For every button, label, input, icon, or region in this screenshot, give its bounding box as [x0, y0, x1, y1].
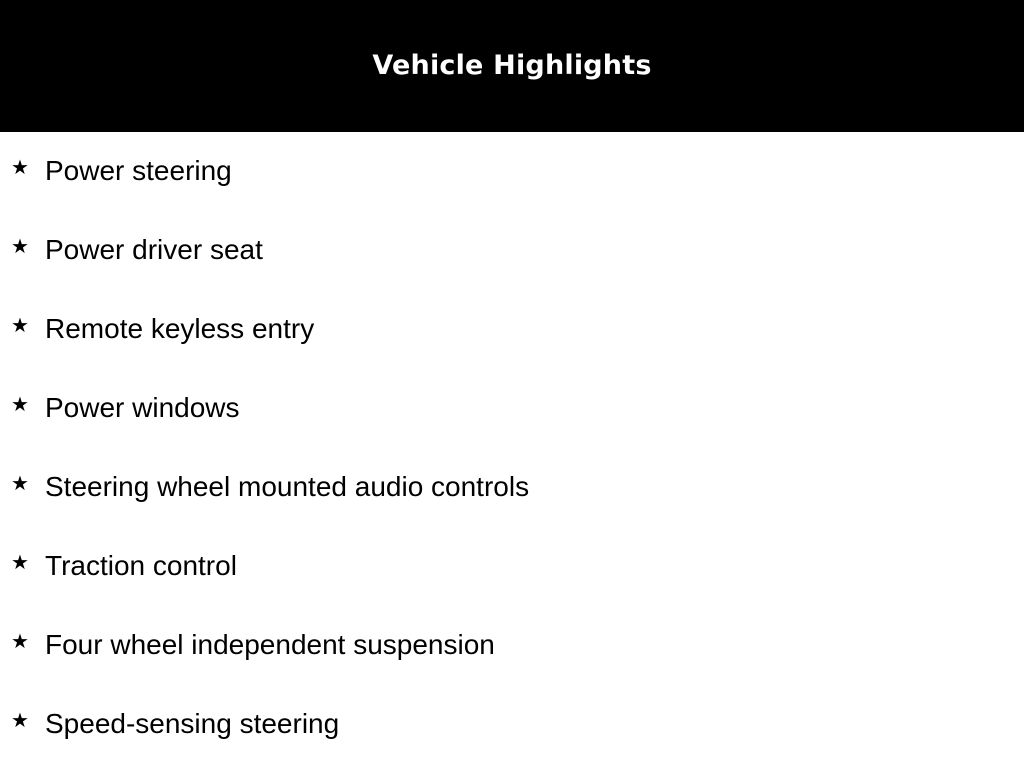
feature-label: Speed-sensing steering [45, 708, 340, 739]
star-icon: ★ [11, 471, 29, 495]
feature-label: Power steering [45, 155, 232, 186]
feature-label: Steering wheel mounted audio controls [45, 471, 530, 502]
page-title: Vehicle Highlights [372, 49, 652, 81]
feature-label: Four wheel independent suspension [45, 629, 495, 660]
header-bar [0, 0, 1024, 132]
star-icon: ★ [11, 155, 29, 179]
feature-label: Power windows [45, 392, 240, 423]
list-item [0, 369, 1024, 448]
list-item [0, 211, 1024, 290]
feature-label: Traction control [45, 550, 237, 581]
feature-label: Remote keyless entry [45, 313, 315, 344]
star-icon: ★ [11, 629, 29, 653]
list-item [0, 527, 1024, 606]
list-item [0, 290, 1024, 369]
star-icon: ★ [11, 392, 29, 416]
feature-list [0, 132, 1024, 764]
list-item [0, 132, 1024, 211]
star-icon: ★ [11, 550, 29, 574]
list-item [0, 448, 1024, 527]
list-item [0, 685, 1024, 764]
star-icon: ★ [11, 234, 29, 258]
star-icon: ★ [11, 313, 29, 337]
star-icon: ★ [11, 708, 29, 732]
feature-label: Power driver seat [45, 234, 263, 265]
list-item [0, 606, 1024, 685]
